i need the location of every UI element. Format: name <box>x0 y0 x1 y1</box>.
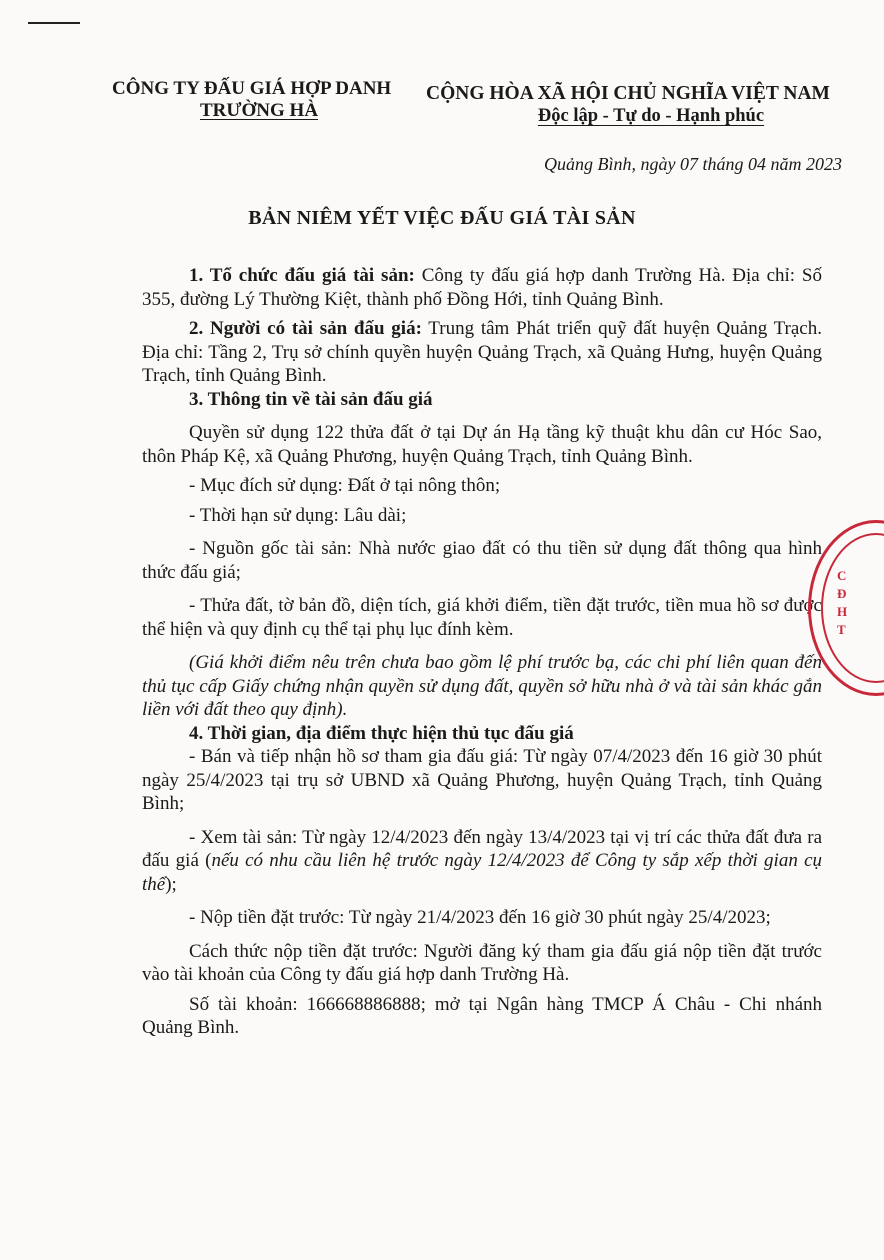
section-2-text: Trung tâm Phát triển quỹ đất huyện Quảng Trạch. Địa chỉ: Tầng 2, Trụ sở chính quyền huyện Quảng Trạch, xã Quảng Hưng, huyện Quảng Trạch, tỉnh Quảng Bình. <box>142 318 822 386</box>
section-3-origin: - Nguồn gốc tài sản: Nhà nước giao đất có thu tiền sử dụng đất thông qua hình thức đấu giá; <box>142 538 822 583</box>
national-motto <box>426 82 846 128</box>
section-3-term: - Thời hạn sử dụng: Lâu dài; <box>189 504 407 526</box>
section-4-account: Số tài khoản: 166668886888; mở tại Ngân hàng TMCP Á Châu - Chi nhánh Quảng Bình. <box>142 993 822 1038</box>
seal-lettering: C Đ H T <box>837 568 848 637</box>
section-4-heading <box>142 722 822 746</box>
organization-header <box>112 78 412 122</box>
viewing-text: - Xem tài sản: Từ ngày 12/4/2023 đến ngày 13/4/2023 tại vị trí các thửa đất đưa ra đấu giá ( <box>142 826 822 871</box>
section-4-viewing <box>142 826 822 897</box>
section-4-heading-text: 4. Thời gian, địa điểm thực hiện thủ tục đấu giá <box>189 722 574 744</box>
section-2-heading: 2. Người có tài sản đấu giá: <box>189 318 422 339</box>
corner-mark <box>28 22 80 24</box>
section-3-heading-text: 3. Thông tin về tài sản đấu giá <box>189 388 433 410</box>
section-4-deposit-method: Cách thức nộp tiền đặt trước: Người đăng ký tham gia đấu giá nộp tiền đặt trước vào tài khoản của Công ty đấu giá hợp danh Trường Hà. <box>142 940 822 985</box>
section-2 <box>142 317 822 388</box>
section-3-note: (Giá khởi điểm nêu trên chưa bao gồm lệ phí trước bạ, các chi phí liên quan đến thủ tục cấp Giấy chứng nhận quyền sử dụng đất, quyền sở hữu nhà ở và tài sản khác gắn liền với đất theo quy định). <box>142 652 822 720</box>
document-title: BẢN NIÊM YẾT VIỆC ĐẤU GIÁ TÀI SẢN <box>248 207 636 229</box>
section-1 <box>142 264 822 311</box>
place-date: Quảng Bình, ngày 07 tháng 04 năm 2023 <box>544 154 842 174</box>
section-4-deposit: - Nộp tiền đặt trước: Từ ngày 21/4/2023 đến 16 giờ 30 phút ngày 25/4/2023; <box>189 907 771 928</box>
org-name-line1: CÔNG TY ĐẤU GIÁ HỢP DANH <box>112 78 392 99</box>
section-1-text: Công ty đấu giá hợp danh Trường Hà. Địa chỉ: Số 355, đường Lý Thường Kiệt, thành phố Đồng Hới, tỉnh Quảng Bình. <box>142 265 822 310</box>
section-1-heading: 1. Tổ chức đấu giá tài sản: <box>189 265 415 286</box>
section-3-purpose: - Mục đích sử dụng: Đất ở tại nông thôn; <box>189 475 501 496</box>
section-3-details: - Thửa đất, tờ bản đồ, diện tích, giá khởi điểm, tiền đặt trước, tiền mua hồ sơ được thể hiện và quy định cụ thể tại phụ lục đính kèm. <box>142 595 822 640</box>
nation-name: CỘNG HÒA XÃ HỘI CHỦ NGHĨA VIỆT NAM <box>426 83 830 104</box>
org-name-line2: TRƯỜNG HÀ <box>200 100 319 121</box>
seal-inner-ring <box>821 533 884 683</box>
viewing-note: nếu có nhu cầu liên hệ trước ngày 12/4/2023 để Công ty sắp xếp thời gian cụ thể <box>142 850 822 895</box>
document-body <box>142 264 822 1040</box>
nation-motto: Độc lập - Tự do - Hạnh phúc <box>537 106 765 126</box>
section-3-paragraph: Quyền sử dụng 122 thửa đất ở tại Dự án Hạ tầng kỹ thuật khu dân cư Hóc Sao, thôn Pháp Kệ, xã Quảng Phương, huyện Quảng Trạch, tỉnh Quảng Bình. <box>142 422 822 467</box>
viewing-end: ); <box>165 873 177 895</box>
section-4-sale: - Bán và tiếp nhận hồ sơ tham gia đấu giá: Từ ngày 07/4/2023 đến 16 giờ 30 phút ngày 25/4/2023 tại trụ sở UBND xã Quảng Phương, huyện Quảng Trạch, tỉnh Quảng Bình; <box>142 746 822 814</box>
section-3-heading <box>142 388 822 412</box>
